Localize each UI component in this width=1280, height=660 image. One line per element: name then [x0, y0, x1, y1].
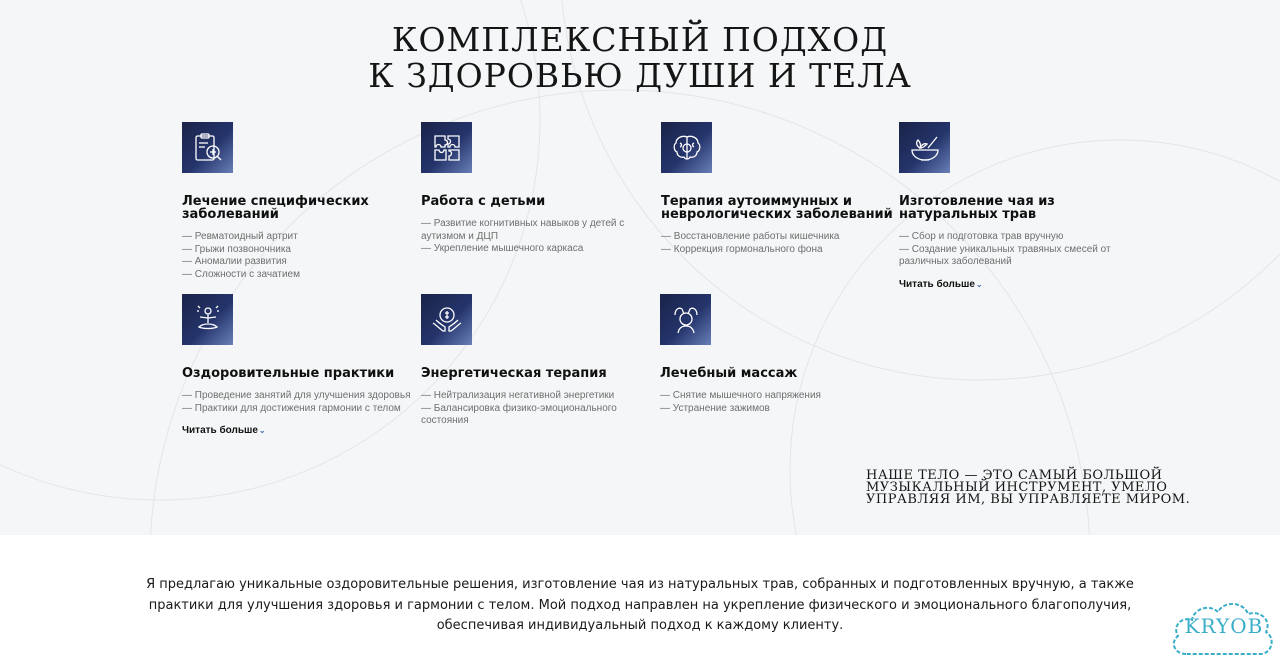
page-title	[0, 22, 1280, 94]
brain-icon	[661, 122, 712, 173]
title-line-2: К ЗДОРОВЬЮ ДУШИ И ТЕЛА	[368, 56, 912, 95]
massage-icon	[660, 294, 711, 345]
service-card-tea	[899, 122, 1131, 291]
service-card-practices	[182, 294, 414, 437]
read-more-link[interactable]	[182, 425, 266, 436]
service-items	[421, 218, 653, 256]
service-item: — Аномалии развития	[182, 256, 287, 268]
service-title: Лечение специфических заболеваний	[182, 194, 369, 222]
service-item: — Балансировка физико-эмоционального состояния	[421, 402, 617, 427]
service-item: — Ревматоидный артрит	[182, 231, 298, 242]
service-item: — Устранение зажимов	[660, 402, 770, 414]
chevron-down-icon: ⌄	[975, 279, 983, 289]
service-title: Изготовление чая из натуральных трав	[899, 194, 1055, 222]
service-title: Терапия аутоиммунных и неврологических заболеваний	[661, 194, 893, 222]
service-item: — Восстановление работы кишечника	[661, 231, 840, 242]
service-title: Энергетическая терапия	[421, 366, 607, 381]
service-card-diseases	[182, 122, 414, 281]
service-item: — Снятие мышечного напряжения	[660, 390, 821, 401]
service-card-autoimmune	[661, 122, 893, 256]
service-items	[899, 231, 1131, 269]
title-line-1: КОМПЛЕКСНЫЙ ПОДХОД	[391, 20, 889, 59]
service-item: — Коррекция гормонального фона	[661, 243, 823, 255]
service-card-massage	[660, 294, 892, 415]
service-item: — Сложности с зачатием	[182, 268, 300, 280]
energy-hands-icon	[421, 294, 472, 345]
service-items	[421, 390, 653, 428]
service-item: — Нейтрализация негативной энергетики	[421, 390, 615, 401]
service-item: — Развитие когнитивных навыков у детей с аутизмом и ДЦП	[421, 218, 625, 242]
quote: НАШЕ ТЕЛО — ЭТО САМЫЙ БОЛЬШОЙ МУЗЫКАЛЬНЫЙ ИНСТРУМЕНТ, УМЕЛО УПРАВЛЯЯ ИМ, ВЫ УПРАВЛЯЕТЕ МИРОМ.	[866, 468, 1191, 507]
intro-paragraph: Я предлагаю уникальные оздоровительные решения, изготовление чая из натуральных трав, собранных и подготовленных вручную, а также практики для улучшения здоровья и гармонии с телом. Мой подход направлен на укрепление физического и эмоционального благополучия, обеспечивая индивидуальный подход к каждому клиенту.	[146, 577, 1134, 633]
service-title: Работа с детьми	[421, 194, 546, 209]
puzzle-icon	[421, 122, 472, 173]
read-more-label: Читать больше	[182, 425, 258, 437]
service-items	[182, 231, 414, 281]
service-card-children	[421, 122, 653, 256]
service-items	[661, 231, 893, 256]
read-more-link[interactable]	[899, 279, 983, 290]
service-item: — Укрепление мышечного каркаса	[421, 243, 584, 255]
service-item: — Практики для достижения гармонии с телом	[182, 402, 401, 414]
medical-clipboard-icon	[182, 122, 233, 173]
service-card-energy	[421, 294, 653, 428]
service-items	[182, 390, 414, 415]
chevron-down-icon: ⌄	[258, 426, 266, 436]
read-more-label: Читать больше	[899, 278, 975, 290]
mortar-pestle-icon	[899, 122, 950, 173]
service-title: Лечебный массаж	[660, 366, 798, 381]
meditation-icon	[182, 294, 233, 345]
service-title: Оздоровительные практики	[182, 366, 395, 381]
service-item: — Проведение занятий для улучшения здоровья	[182, 390, 411, 401]
watermark-text: KRYOB	[1184, 614, 1264, 638]
service-items	[660, 390, 892, 415]
service-item: — Сбор и подготовка трав вручную	[899, 231, 1064, 242]
service-item: — Создание уникальных травяных смесей от различных заболеваний	[899, 243, 1111, 268]
service-item: — Грыжи позвоночника	[182, 243, 291, 255]
